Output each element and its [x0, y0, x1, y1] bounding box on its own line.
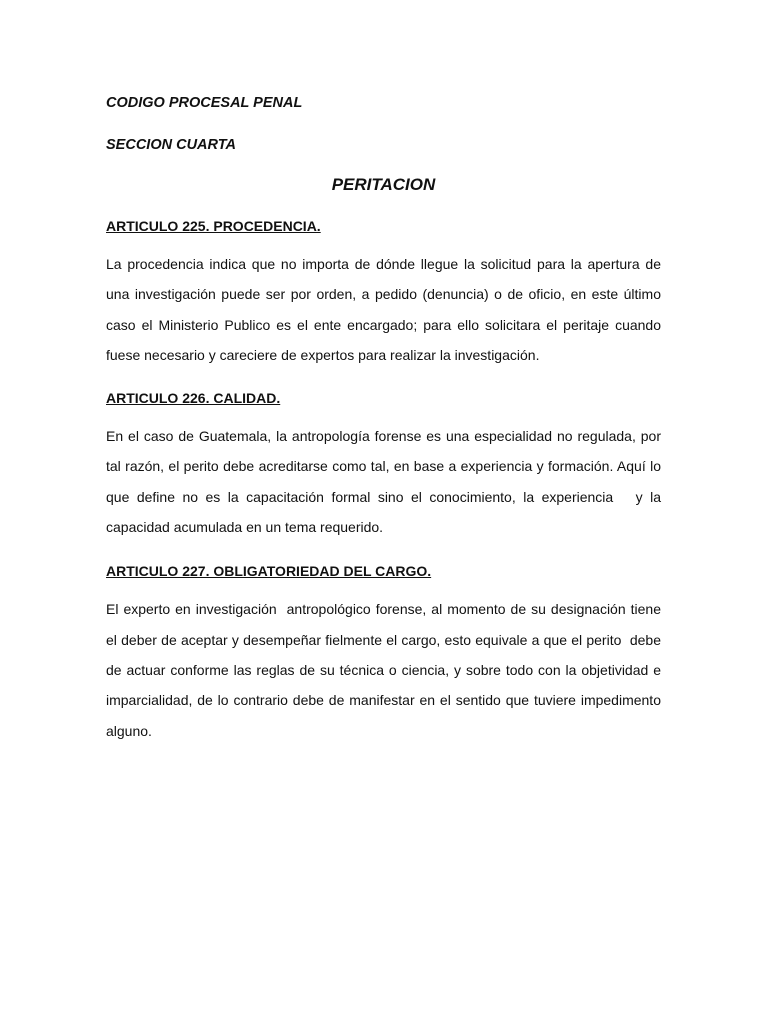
article-226-heading: ARTICULO 226. CALIDAD. — [106, 390, 281, 407]
document-page — [106, 94, 665, 746]
code-title: CODIGO PROCESAL PENAL — [106, 95, 303, 111]
article-227-heading: ARTICULO 227. OBLIGATORIEDAD DEL CARGO. — [106, 563, 432, 580]
section-title: SECCION CUARTA — [106, 137, 236, 153]
article-227-body: El experto en investigación antropológico forense, al momento de su designación tiene el deber de aceptar y desempeñar fielmente el cargo, esto equivale a que el perito debe de actuar conforme las reglas de su técnica o ciencia, y sobre todo con la objetividad e imparcialidad, de lo contrario debe de manifestar en el sentido que tuviere impedimento alguno. — [106, 601, 665, 739]
article-225-body: La procedencia indica que no importa de dónde llegue la solicitud para la apertura de una investigación puede ser por orden, a pedido (denuncia) o de oficio, en este último caso el Ministerio Publico es el ente encargado; para ello solicitara el peritaje cuando fuese necesario y careciere de expertos para realizar la investigación. — [106, 256, 665, 363]
main-title: PERITACION — [331, 175, 436, 194]
article-225-heading: ARTICULO 225. PROCEDENCIA. — [106, 218, 321, 234]
article-226-body: En el caso de Guatemala, la antropología forense es una especialidad no regulada, por tal razón, el perito debe acreditarse como tal, en base a experiencia y formación. Aquí lo que define no es la capacitación formal sino el conocimiento, la experiencia y la capacidad acumulada en un tema requerido. — [106, 428, 665, 536]
